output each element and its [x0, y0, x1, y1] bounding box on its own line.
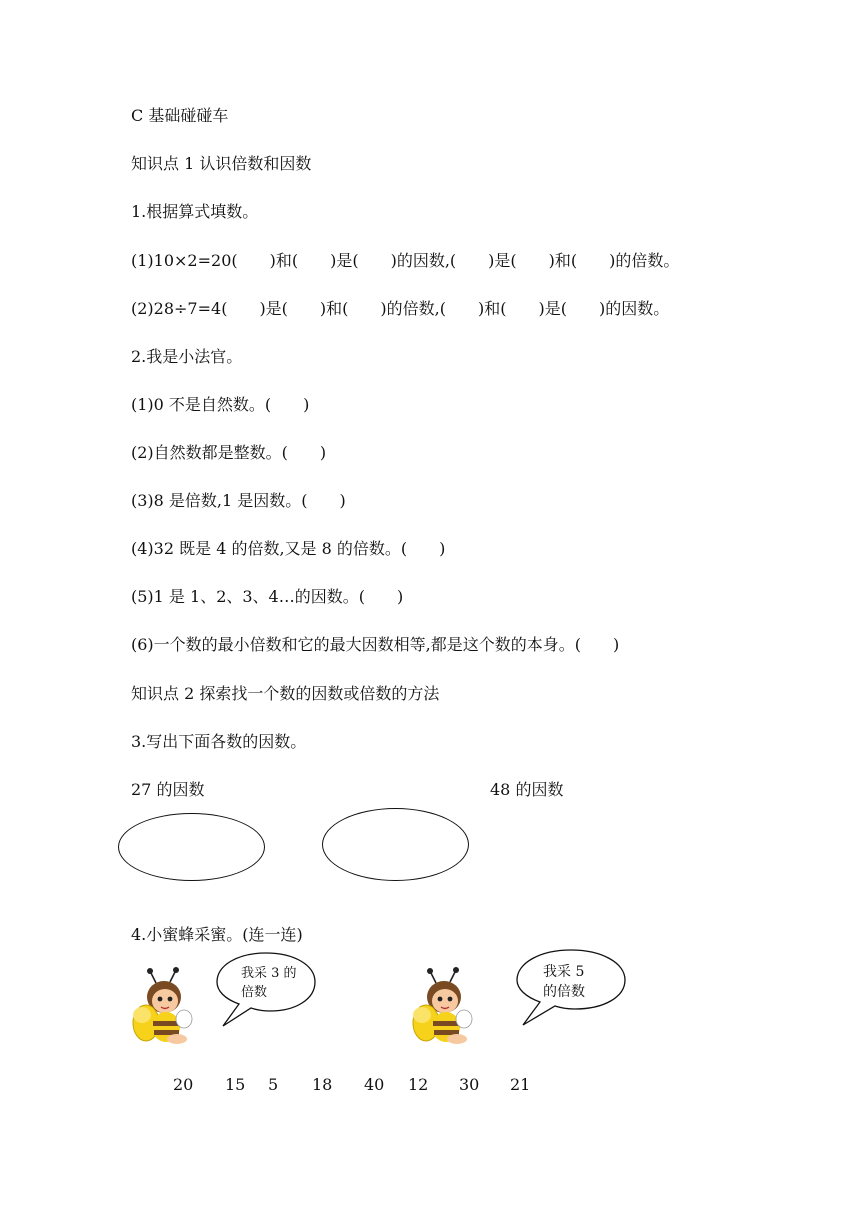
number-item[interactable]: 12 — [408, 1075, 429, 1094]
question-2-item: (1)0 不是自然数。( ) — [131, 395, 310, 414]
number-item[interactable]: 5 — [268, 1075, 279, 1094]
number-item[interactable]: 15 — [225, 1075, 246, 1094]
number-item[interactable]: 40 — [364, 1075, 385, 1094]
bee-left-icon — [132, 967, 204, 1049]
question-2-item: (2)自然数都是整数。( ) — [131, 443, 327, 462]
knowledge-point-2-heading: 知识点 2 探索找一个数的因数或倍数的方法 — [131, 684, 440, 703]
question-1-title: 1.根据算式填数。 — [131, 202, 259, 221]
factors-of-27-label: 27 的因数 — [131, 780, 205, 799]
question-2-item: (4)32 既是 4 的倍数,又是 8 的倍数。( ) — [131, 539, 446, 558]
bubble-2-text-line-2: 的倍数 — [543, 984, 585, 1000]
question-3-title: 3.写出下面各数的因数。 — [131, 732, 307, 751]
number-item[interactable]: 20 — [173, 1075, 194, 1094]
bubble-1-text-line-2: 倍数 — [241, 985, 268, 1000]
knowledge-point-1-heading: 知识点 1 认识倍数和因数 — [131, 154, 312, 173]
answer-ellipse-27 — [118, 813, 265, 881]
factors-of-48-label: 48 的因数 — [490, 780, 564, 799]
question-2-title: 2.我是小法官。 — [131, 347, 243, 366]
question-1-item-2: (2)28÷7=4( )是( )和( )的倍数,( )和( )是( )的因数。 — [131, 299, 670, 318]
section-title: C 基础碰碰车 — [131, 106, 229, 125]
question-4-title: 4.小蜜蜂采蜜。(连一连) — [131, 925, 303, 944]
question-2-item: (3)8 是倍数,1 是因数。( ) — [131, 491, 346, 510]
question-2-item: (6)一个数的最小倍数和它的最大因数相等,都是这个数的本身。( ) — [131, 635, 620, 654]
number-item[interactable]: 21 — [510, 1075, 531, 1094]
question-1-item-1: (1)10×2=20( )和( )是( )的因数,( )是( )和( )的倍数。 — [131, 251, 680, 270]
answer-ellipse-48 — [322, 808, 469, 881]
bubble-2-text-line-1: 我采 5 — [543, 964, 585, 980]
bubble-1-text-line-1: 我采 3 的 — [241, 966, 297, 981]
number-item[interactable]: 30 — [459, 1075, 480, 1094]
number-item[interactable]: 18 — [312, 1075, 333, 1094]
bee-right-icon — [412, 967, 484, 1049]
question-2-item: (5)1 是 1、2、3、4…的因数。( ) — [131, 587, 404, 606]
